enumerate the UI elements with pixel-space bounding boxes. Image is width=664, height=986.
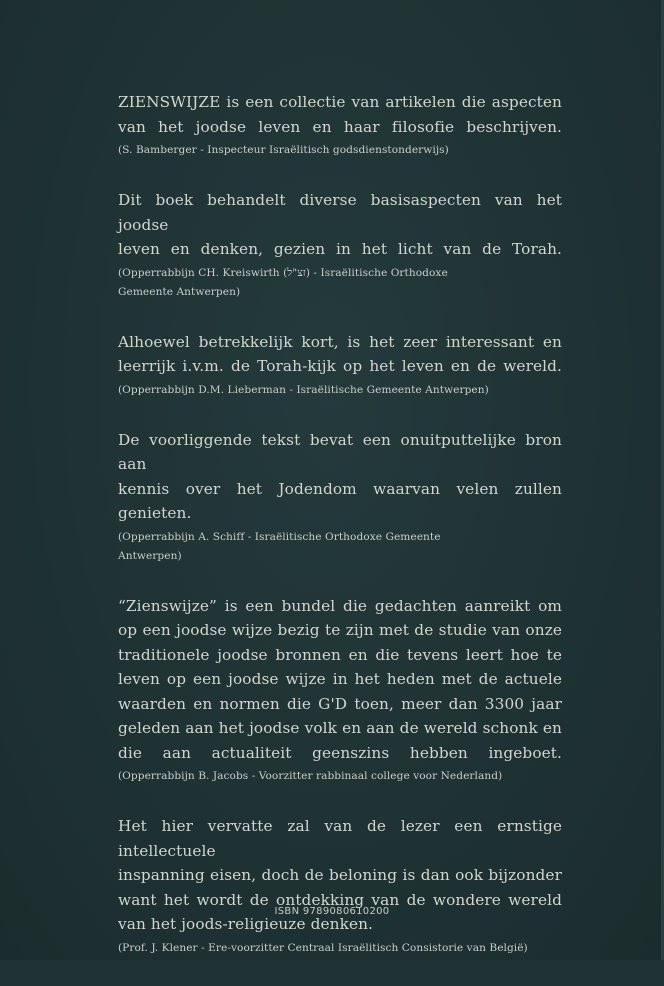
endorsement-text xyxy=(118,188,562,262)
endorsement-source xyxy=(118,381,562,400)
source-line: (Opperrabbijn CH. Kreiswirth (זצ"ל) - Israëlitische Orthodoxe xyxy=(118,266,448,279)
isbn-number: ISBN 9789080610200 xyxy=(274,906,390,917)
text-line: van het joods-religieuze denken. xyxy=(118,915,374,933)
endorsement-4 xyxy=(118,428,562,566)
endorsement-source xyxy=(118,767,562,786)
endorsement-3 xyxy=(118,330,562,400)
source-line: Gemeente Antwerpen) xyxy=(118,285,241,298)
text-line: die aan actualiteit geenszins hebben ingeboet. xyxy=(118,743,562,762)
endorsement-6 xyxy=(118,814,562,958)
endorsement-text xyxy=(118,594,562,766)
endorsement-source xyxy=(118,939,562,958)
source-line: (Opperrabbijn B. Jacobs - Voorzitter rabbinaal college voor Nederland) xyxy=(118,770,503,782)
endorsement-2 xyxy=(118,188,562,302)
text-line: op een joodse wijze bezig te zijn met de studie van onze xyxy=(118,621,562,639)
endorsement-text xyxy=(118,814,562,937)
endorsement-source xyxy=(118,528,562,566)
text-line: leven op een joodse wijze in het heden met de actuele xyxy=(118,670,562,688)
text-line: kennis over het Jodendom waarvan velen zullen genieten. xyxy=(118,479,562,522)
text-line: van het joodse leven en haar filosofie beschrijven. xyxy=(118,117,562,136)
text-line: ZIENSWIJZE is een collectie van artikelen die aspecten xyxy=(118,93,562,111)
text-line: Het hier vervatte zal van de lezer een ernstige intellectuele xyxy=(118,817,562,860)
text-line: De voorliggende tekst bevat een onuitputtelijke bron aan xyxy=(118,430,562,473)
source-line: (Prof. J. Klener - Ere-voorzitter Centraal Israëlitisch Consistorie van België) xyxy=(118,941,528,954)
endorsement-text xyxy=(118,330,562,379)
text-line: “Zienswijze” is een bundel die gedachten aanreikt om xyxy=(118,596,562,615)
text-line: leerrijk i.v.m. de Torah-kijk op het leven en de wereld. xyxy=(118,357,562,375)
endorsement-1 xyxy=(118,90,562,160)
text-line: Dit boek behandelt diverse basisaspecten van het joodse xyxy=(118,191,562,234)
endorsement-5 xyxy=(118,594,562,787)
text-line: waarden en normen die G'D toen, meer dan 3300 jaar xyxy=(118,694,562,713)
text-line: want het wordt de ontdekking van de wondere wereld xyxy=(118,890,562,909)
text-line: leven en denken, gezien in het licht van de Torah. xyxy=(118,240,562,258)
endorsements xyxy=(118,90,562,986)
text-line: traditionele joodse bronnen en die tevens leert hoe te xyxy=(118,645,562,664)
endorsement-text xyxy=(118,428,562,526)
source-line: (Opperrabbijn D.M. Lieberman - Israëlitische Gemeente Antwerpen) xyxy=(118,383,489,396)
source-line: (S. Bamberger - Inspecteur Israëlitisch godsdienstonderwijs) xyxy=(118,144,449,156)
text-line: Alhoewel betrekkelijk kort, is het zeer interessant en xyxy=(118,332,562,351)
endorsement-source xyxy=(118,264,562,302)
text-line: geleden aan het joodse volk en aan de wereld schonk en xyxy=(118,719,562,737)
endorsement-text xyxy=(118,90,562,139)
text-line: inspanning eisen, doch de beloning is dan ook bijzonder xyxy=(118,866,562,884)
endorsement-source xyxy=(118,141,562,160)
source-line: (Opperrabbijn A. Schiff - Israëlitische Orthodoxe Gemeente xyxy=(118,530,441,543)
source-line: Antwerpen) xyxy=(118,549,182,562)
